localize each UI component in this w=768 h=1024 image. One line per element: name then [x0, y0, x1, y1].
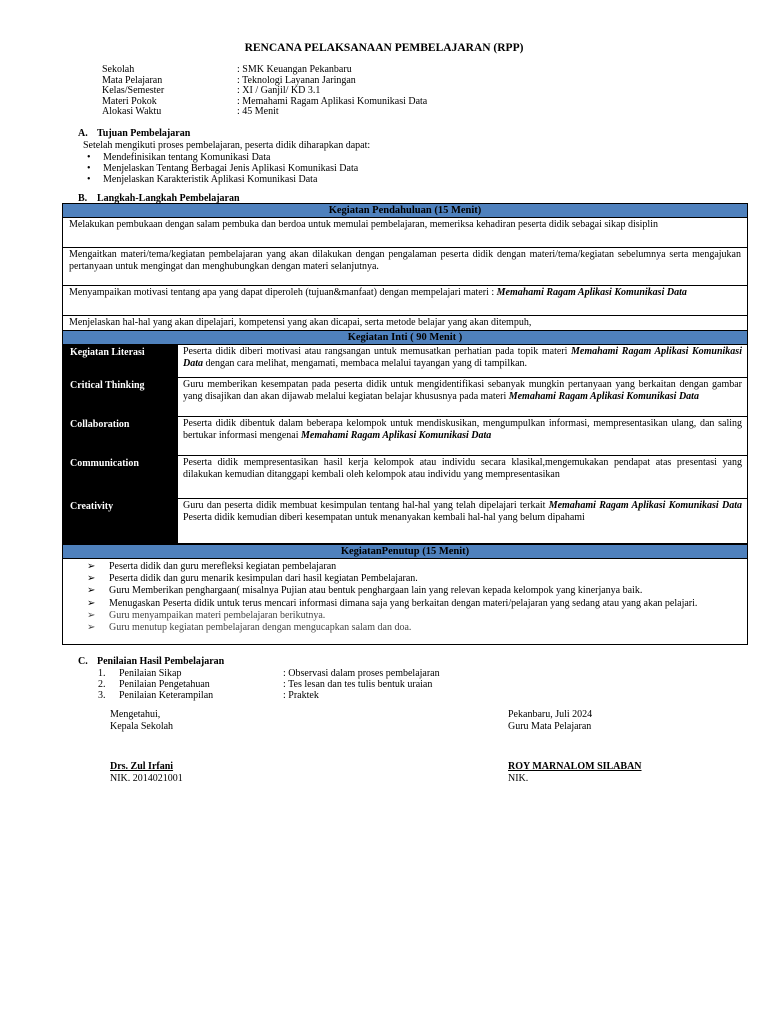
section-title: Penilaian Hasil Pembelajaran [97, 656, 225, 667]
info-value: : XI / Ganjil/ KD 3.1 [237, 85, 321, 97]
signature-place-date: Pekanbaru, Juli 2024 [508, 709, 593, 720]
activity-emphasis: Memahami Ragam Aplikasi Komunikasi Data [548, 500, 742, 511]
item-value: : Praktek [283, 690, 319, 702]
bullet-icon: • [87, 152, 91, 164]
info-value: : 45 Menit [237, 106, 279, 118]
row-text: Menyampaikan motivasi tentang apa yang dapat diperoleh (tujuan&manfaat) dengan mempelajari materi : [69, 287, 497, 298]
info-row [102, 96, 427, 107]
activity-text [177, 417, 747, 455]
activity-label: Communication [63, 456, 177, 498]
list-item [78, 679, 718, 690]
list-item-text: Menjelaskan Karakteristik Aplikasi Komunikasi Data [103, 173, 318, 185]
identity-block [102, 64, 427, 117]
section-title: Langkah-Langkah Pembelajaran [97, 193, 240, 204]
penutup-list [63, 559, 747, 644]
signature-right [508, 709, 592, 733]
arrow-bullet-icon: ➢ [87, 609, 96, 621]
table-row [63, 345, 747, 378]
section-number: A. [78, 128, 88, 139]
section-number: C. [78, 656, 88, 667]
list-item-text: Menjelaskan Tentang Berbagai Jenis Aplikasi Komunikasi Data [103, 163, 359, 175]
signer-name: Drs. Zul Irfani [110, 761, 174, 772]
signature-role: Guru Mata Pelajaran [508, 721, 592, 733]
info-label: Kelas/Semester [102, 85, 165, 97]
activity-text-part: Guru dan peserta didik membuat kesimpulan tentang hal-hal yang telah dipelajari terkait [183, 500, 549, 511]
activity-text-part: Guru memberikan kesempatan pada peserta didik untuk mengidentifikasi sebanyak mungkin pertanyaan yang berkaitan dengan gambar yang disajikan dan akan dijawab melalui kegiatan belajar khususnya pada materi [183, 379, 742, 403]
activity-text-part: Peserta didik diberi motivasi atau rangsangan untuk memusatkan perhatian pada topik materi [183, 346, 571, 357]
info-row [102, 75, 427, 86]
item-label: Penilaian Pengetahuan [119, 679, 210, 691]
activity-text [177, 378, 747, 416]
item-number: 2. [98, 679, 106, 691]
signer-name: ROY MARNALOM SILABAN [508, 761, 642, 772]
info-value: : Teknologi Layanan Jaringan [237, 74, 356, 86]
item-value: : Tes lesan dan tes tulis bentuk uraian [283, 679, 433, 691]
activity-emphasis: Memahami Ragam Aplikasi Komunikasi Data [183, 346, 742, 370]
list-item-text: Guru menutup kegiatan pembelajaran dengan mengucapkan salam dan doa. [109, 621, 412, 633]
assessment-list [78, 668, 718, 701]
signature-greeting: Mengetahui, [110, 709, 161, 720]
arrow-bullet-icon: ➢ [87, 561, 96, 572]
list-item [78, 174, 718, 185]
item-number: 1. [98, 668, 106, 680]
list-item [87, 585, 741, 597]
item-label: Penilaian Keterampilan [119, 690, 214, 702]
section-heading [78, 656, 718, 668]
section-penilaian [78, 656, 718, 701]
section-intro: Setelah mengikuti proses pembelajaran, peserta didik diharapkan dapat: [83, 140, 371, 152]
bullet-icon: • [87, 163, 91, 175]
signature-role: Kepala Sekolah [110, 721, 174, 733]
activity-table [62, 203, 748, 645]
inti-header: Kegiatan Inti ( 90 Menit ) [63, 331, 747, 345]
info-row [102, 64, 427, 75]
activity-label: Creativity [63, 499, 177, 543]
list-item [78, 163, 718, 174]
table-row [63, 286, 747, 316]
section-number: B. [78, 193, 88, 204]
activity-text-part: Peserta didik kemudian diberi kesempatan untuk menanyakan kembali hal-hal yang belum dipahami [183, 512, 585, 524]
row-emphasis: Memahami Ragam Aplikasi Komunikasi Data [496, 287, 687, 298]
arrow-bullet-icon: ➢ [87, 585, 96, 597]
info-label: Alokasi Waktu [102, 106, 162, 118]
activity-text-part: dengan cara melihat, mengamati, membaca melalui tayangan yang di tampilkan. [203, 358, 528, 370]
activity-emphasis: Memahami Ragam Aplikasi Komunikasi Data [301, 430, 492, 442]
activity-text [177, 345, 747, 377]
pendahuluan-header: Kegiatan Pendahuluan (15 Menit) [63, 204, 747, 218]
list-item [87, 610, 741, 622]
info-label: Mata Pelajaran [102, 74, 163, 86]
arrow-bullet-icon: ➢ [87, 621, 96, 633]
list-item [87, 622, 741, 634]
info-value: : SMK Keuangan Pekanbaru [237, 64, 352, 75]
signer-nik: NIK. [508, 773, 529, 785]
list-item [87, 573, 741, 585]
activity-emphasis: Memahami Ragam Aplikasi Komunikasi Data [508, 391, 699, 403]
arrow-bullet-icon: ➢ [87, 597, 96, 609]
table-row: Mengaitkan materi/tema/kegiatan pembelajaran yang akan dilakukan dengan pengalaman peserta didik dengan materi/tema/kegiatan sebelumnya serta mengajukan pertanyaan untuk mengingat dan menghubungkan dengan materi selanjutnya. [63, 248, 747, 286]
item-number: 3. [98, 690, 106, 702]
item-value: : Observasi dalam proses pembelajaran [283, 668, 440, 680]
list-item [78, 152, 718, 163]
info-label: Sekolah [102, 64, 135, 75]
list-item-text: Guru Memberikan penghargaan( misalnya Pujian atau bentuk penghargaan lain yang relevan kepada kelompok yang kinerjanya baik. [109, 585, 643, 597]
item-label: Penilaian Sikap [119, 668, 182, 680]
activity-text [177, 499, 747, 543]
info-label: Materi Pokok [102, 95, 157, 107]
signature-left-name-block [110, 761, 183, 785]
info-row [102, 85, 427, 96]
signature-left [110, 709, 173, 733]
activity-label: Critical Thinking [63, 378, 177, 416]
activity-text-part: Peserta didik mempresentasikan hasil kerja kelompok atau individu secara klasikal,mengemukakan pendapat atas presentasi yang dilakukan kemudian ditanggapi kembali oleh kelompok atau individu yang mempresentasikan [183, 457, 742, 481]
penutup-header: KegiatanPenutup (15 Menit) [63, 544, 747, 559]
list-item-text: Peserta didik dan guru menarik kesimpulan dari hasil kegiatan Pembelajaran. [109, 573, 418, 585]
info-value: : Memahami Ragam Aplikasi Komunikasi Data [237, 95, 428, 107]
activity-label: Collaboration [63, 417, 177, 455]
info-row [102, 106, 427, 117]
table-row [63, 499, 747, 544]
list-item-text: Guru menyampaikan materi pembelajaran berikutnya. [109, 609, 326, 621]
list-item [87, 598, 741, 610]
activity-text-part: Peserta didik dibentuk dalam beberapa kelompok untuk mendiskusikan, mengumpulkan informasi, mempresentasikan ulang, dan saling bertukar informasi mengenai [183, 418, 742, 442]
list-item [78, 668, 718, 679]
document-title: RENCANA PELAKSANAAN PEMBELAJARAN (RPP) [244, 42, 524, 54]
section-heading [78, 128, 718, 140]
table-row: Melakukan pembukaan dengan salam pembuka dan berdoa untuk memulai pembelajaran, memeriksa kehadiran peserta didik sebagai sikap disiplin [63, 218, 747, 248]
list-item-text: Peserta didik dan guru merefleksi kegiatan pembelajaran [109, 561, 337, 572]
table-row [63, 378, 747, 417]
table-row [63, 456, 747, 499]
section-tujuan [78, 128, 718, 185]
arrow-bullet-icon: ➢ [87, 573, 96, 585]
list-item [87, 561, 741, 573]
list-item [78, 690, 718, 701]
table-row [63, 417, 747, 456]
activity-text [177, 456, 747, 498]
bullet-icon: • [87, 173, 91, 185]
list-item-text: Menugaskan Peserta didik untuk terus mencari informasi dimana saja yang berkaitan dengan materi/pelajaran yang sedang atau yang akan pelajari. [109, 597, 698, 609]
activity-label: Kegiatan Literasi [63, 345, 177, 377]
list-item-text: Mendefinisikan tentang Komunikasi Data [103, 152, 271, 164]
objective-list [78, 152, 718, 184]
section-title: Tujuan Pembelajaran [97, 128, 191, 139]
signature-right-name-block [508, 761, 642, 785]
table-row: Menjelaskan hal-hal yang akan dipelajari, kompetensi yang akan dicapai, serta metode belajar yang akan ditempuh, [63, 316, 747, 331]
signer-nik: NIK. 2014021001 [110, 773, 183, 785]
